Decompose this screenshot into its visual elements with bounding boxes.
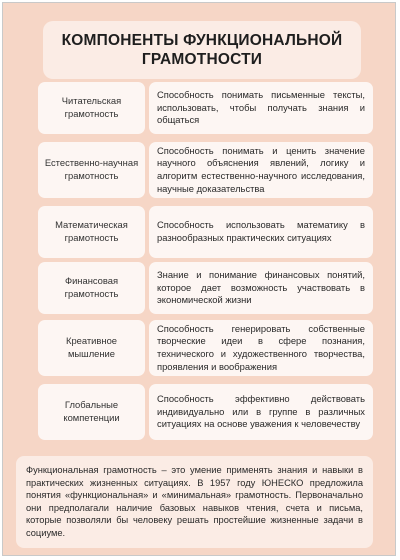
- component-row: [38, 142, 373, 198]
- footer-text: Функциональная грамотность – это умение применять знания и навыки в практических жизненных ситуациях. В 1957 году ЮНЕСКО предложила понятия «функциональная» и «минимальная» грамотность. Первоначально они предполагали наличие базовых навыков чтения, счета и письма, которые позволяли бы человеку решать простейшие жизненные задачи в социуме.: [26, 465, 363, 538]
- component-row: [38, 262, 373, 314]
- component-desc-box: [149, 82, 373, 134]
- footer-note: [16, 456, 373, 548]
- component-name: Финансовая грамотность: [64, 275, 119, 299]
- component-name: Естественно-научная грамотность: [44, 157, 139, 181]
- component-row: [38, 320, 373, 376]
- component-name: Математическая грамотность: [55, 219, 128, 243]
- component-row: [38, 384, 373, 440]
- component-desc-box: [149, 320, 373, 376]
- component-desc-box: [149, 142, 373, 198]
- component-desc-box: [149, 206, 373, 258]
- component-name-box: [38, 262, 145, 314]
- component-desc: Способность использовать математику в разнообразных практических ситуациях: [157, 219, 365, 243]
- component-desc-box: [149, 262, 373, 314]
- component-row: [38, 206, 373, 258]
- component-name: Глобальные компетенции: [63, 399, 120, 423]
- component-name: Читательская грамотность: [61, 95, 122, 119]
- component-name-box: [38, 206, 145, 258]
- component-desc: Способность понимать и ценить значение научного объяснения явлений, логику и алгоритм естественно-научного исследования, научные доказательства: [157, 144, 365, 194]
- component-name: Креативное мышление: [65, 335, 117, 359]
- component-desc: Способность генерировать собственные творческие идеи в сфере познания, технического и художественного творчества, проявления и воображения: [157, 322, 365, 372]
- component-name-box: [38, 82, 145, 134]
- component-name-box: [38, 142, 145, 198]
- component-name-box: [38, 384, 145, 440]
- component-desc: Способность понимать письменные тексты, использовать, чтобы получать знания и общаться: [157, 89, 365, 126]
- component-row: [38, 82, 373, 134]
- title-box: [43, 21, 361, 79]
- component-name-box: [38, 320, 145, 376]
- component-desc: Знание и понимание финансовых понятий, которое дает возможность участвовать в экономической жизни: [157, 269, 365, 306]
- component-desc-box: [149, 384, 373, 440]
- page-title: КОМПОНЕНТЫ ФУНКЦИОНАЛЬНОЙ ГРАМОТНОСТИ: [61, 32, 343, 68]
- component-desc: Способность эффективно действовать индивидуально или в группе в различных ситуациях на основе уважения к человечеству: [157, 393, 365, 430]
